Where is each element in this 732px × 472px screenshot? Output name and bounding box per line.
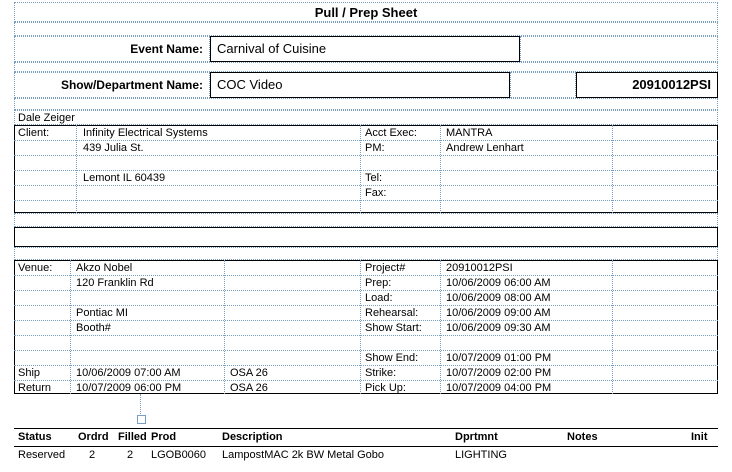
client-row-divider-5 bbox=[14, 200, 718, 201]
document-title: Pull / Prep Sheet bbox=[14, 2, 718, 22]
items-table-header-rule bbox=[14, 446, 718, 447]
show-department-value: COC Video bbox=[210, 72, 510, 98]
event-name-filler bbox=[520, 36, 718, 62]
middle-blank-band-3 bbox=[14, 247, 718, 260]
project-value: 20910012PSI bbox=[446, 262, 513, 274]
project-label: Project# bbox=[365, 262, 406, 274]
schedule-label-pickup: Pick Up: bbox=[365, 382, 406, 394]
items-column-ordrd: Ordrd bbox=[78, 431, 109, 443]
client-name: Infinity Electrical Systems bbox=[83, 127, 208, 139]
pm-value: Andrew Lenhart bbox=[446, 142, 524, 154]
row-ordrd: 2 bbox=[88, 449, 96, 461]
row-status: Reserved bbox=[18, 449, 66, 461]
ship-label: Ship bbox=[18, 367, 41, 379]
venue-booth-label: Booth# bbox=[76, 322, 111, 334]
venue-label: Venue: bbox=[18, 262, 53, 274]
job-number: 20910012PSI bbox=[576, 72, 718, 98]
job-number-gap bbox=[510, 72, 576, 98]
schedule-label-prep: Prep: bbox=[365, 277, 392, 289]
items-column-dprtmnt: Dprtmnt bbox=[455, 431, 498, 443]
acct-exec-value: MANTRA bbox=[446, 127, 493, 139]
row-notes bbox=[564, 448, 684, 462]
client-row-divider-2 bbox=[14, 155, 718, 156]
row-init bbox=[688, 448, 718, 462]
venue-col-divider-1 bbox=[70, 260, 71, 394]
client-label: Client: bbox=[18, 127, 50, 139]
schedule-label-strike: Strike: bbox=[365, 367, 397, 379]
venue-city: Pontiac MI bbox=[76, 307, 128, 319]
event-name-value: Carnival of Cuisine bbox=[210, 36, 520, 62]
items-column-status: Status bbox=[18, 431, 52, 443]
items-table-top-rule bbox=[14, 428, 718, 429]
show-department-label: Show/Department Name: bbox=[14, 72, 210, 98]
venue-col-divider-2 bbox=[224, 260, 225, 394]
fax-label: Fax: bbox=[365, 187, 387, 199]
schedule-value-rehearsal: 10/06/2009 09:00 AM bbox=[446, 307, 551, 319]
venue-address: 120 Franklin Rd bbox=[76, 277, 154, 289]
schedule-value-pickup: 10/07/2009 04:00 PM bbox=[446, 382, 552, 394]
items-column-init: Init bbox=[691, 431, 708, 443]
pm-label: PM: bbox=[365, 142, 385, 154]
schedule-label-load: Load: bbox=[365, 292, 393, 304]
event-name-label: Event Name: bbox=[14, 36, 210, 62]
schedule-value-prep: 10/06/2009 06:00 AM bbox=[446, 277, 551, 289]
venue-name: Akzo Nobel bbox=[76, 262, 133, 274]
schedule-label-show-end: Show End: bbox=[365, 352, 419, 364]
ship-carrier: OSA 26 bbox=[230, 367, 268, 379]
section-connector-line bbox=[140, 394, 141, 416]
venue-col-divider-3 bbox=[360, 260, 361, 394]
acct-exec-label: Acct Exec: bbox=[365, 127, 417, 139]
fax-value bbox=[443, 186, 611, 200]
middle-blank-band-2 bbox=[14, 227, 718, 247]
schedule-label-show-start: Show Start: bbox=[365, 322, 422, 334]
schedule-value-load: 10/06/2009 08:00 AM bbox=[446, 292, 551, 304]
return-label: Return bbox=[18, 382, 52, 394]
return-date: 10/07/2009 06:00 PM bbox=[76, 382, 182, 394]
ship-date: 10/06/2009 07:00 AM bbox=[76, 367, 181, 379]
items-column-prod: Prod bbox=[151, 431, 177, 443]
return-carrier: OSA 26 bbox=[230, 382, 268, 394]
venue-col-divider-5 bbox=[612, 260, 613, 394]
items-column-notes: Notes bbox=[567, 431, 598, 443]
title-spacer-row bbox=[14, 22, 718, 36]
tel-value bbox=[443, 171, 611, 185]
client-address-line1: 439 Julia St. bbox=[83, 142, 144, 154]
schedule-label-rehearsal: Rehearsal: bbox=[365, 307, 419, 319]
row-dprtmnt: LIGHTING bbox=[455, 449, 507, 461]
schedule-value-show-start: 10/06/2009 09:30 AM bbox=[446, 322, 551, 334]
row-filled: 2 bbox=[126, 449, 134, 461]
venue-col-divider-4 bbox=[440, 260, 441, 394]
items-column-filled: Filled bbox=[118, 431, 147, 443]
middle-blank-band-1 bbox=[14, 213, 718, 227]
prepared-by: Dale Zeiger bbox=[14, 110, 718, 125]
venue-row-divider-5 bbox=[14, 335, 718, 336]
schedule-value-show-end: 10/07/2009 01:00 PM bbox=[446, 352, 552, 364]
client-address-line2: Lemont IL 60439 bbox=[83, 172, 166, 184]
items-column-description: Description bbox=[222, 431, 283, 443]
section-anchor-marker bbox=[137, 415, 146, 424]
show-spacer-row bbox=[14, 98, 718, 110]
schedule-value-strike: 10/07/2009 02:00 PM bbox=[446, 367, 552, 379]
row-prod: LGOB0060 bbox=[151, 449, 207, 461]
tel-label: Tel: bbox=[365, 172, 383, 184]
row-description: LampostMAC 2k BW Metal Gobo bbox=[222, 449, 385, 461]
event-spacer-row bbox=[14, 62, 718, 72]
